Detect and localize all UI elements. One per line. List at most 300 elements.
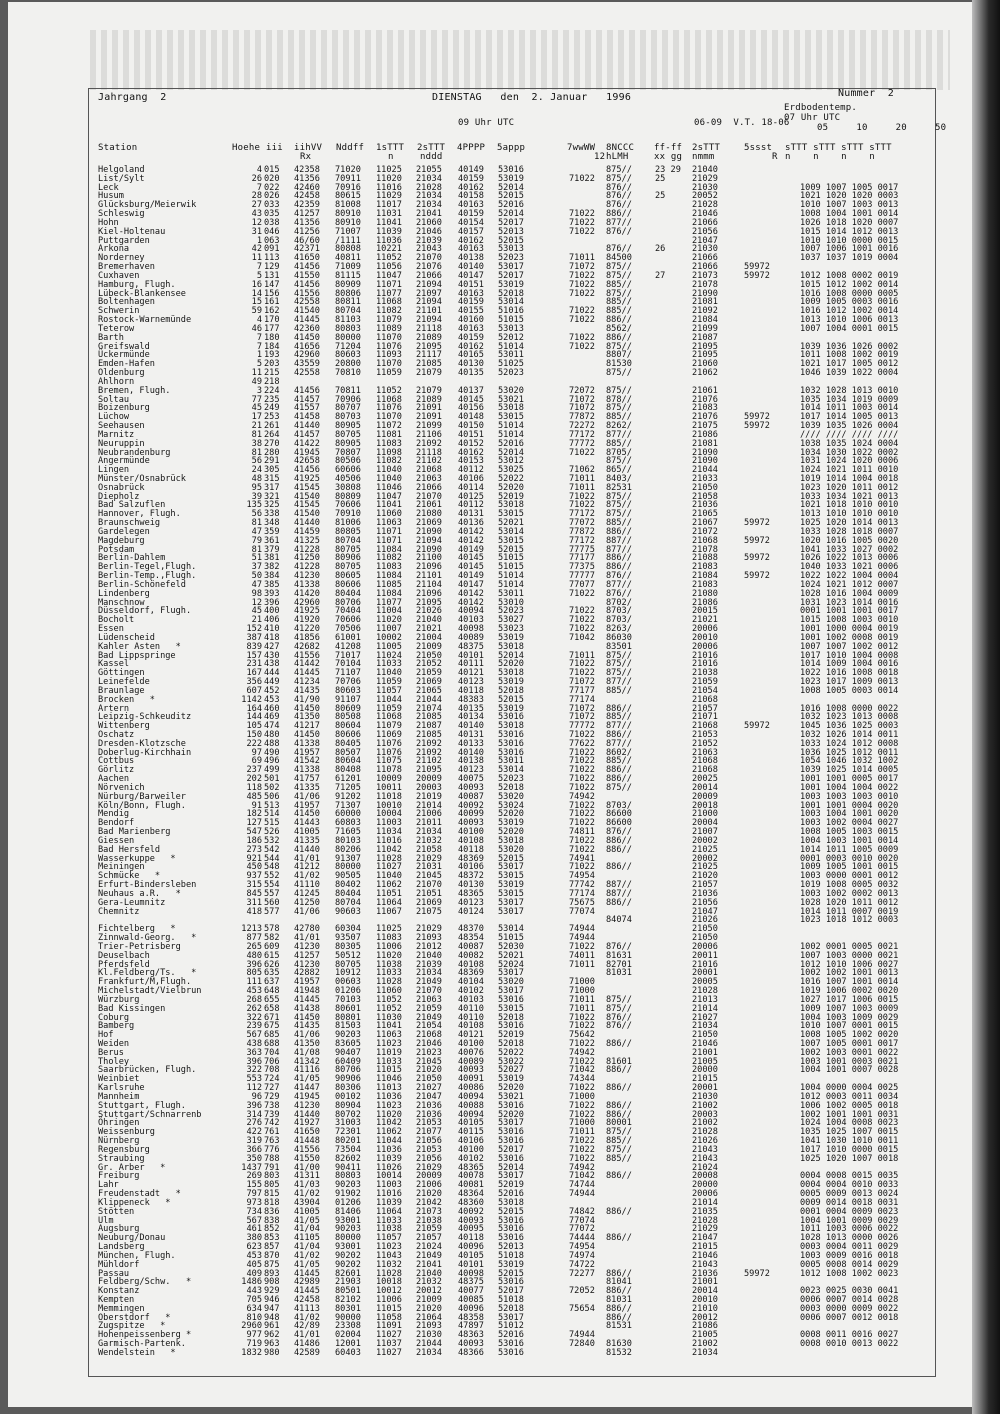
cell-8nccc: 875// [606, 1144, 632, 1155]
station-height: 418 [246, 906, 262, 917]
cell-nddff: 80201 [335, 1136, 361, 1147]
cell-7wwww: 77174 [569, 888, 595, 899]
station-height: 77 [251, 394, 262, 405]
cell-8nccc: 886// [606, 1206, 632, 1217]
cell-7wwww: 77375 [569, 562, 595, 573]
cell-1sttt: 11052 [376, 1003, 402, 1014]
station-id: 480 [264, 730, 280, 740]
cell-5appp: 53018 [498, 403, 524, 414]
station-name: Puttgarden [98, 235, 150, 246]
cell-1sttt: 10221 [376, 244, 402, 255]
station-height: 567 [246, 1215, 262, 1226]
cell-soil-temps: 0003 0004 0011 0029 [800, 1242, 899, 1253]
station-id: 035 [264, 209, 280, 220]
cell-7wwww: 71022 [569, 270, 595, 281]
cell-soil-temps: 1026 1018 1020 0007 [800, 217, 899, 228]
station-name: Garmisch-Partenk. [98, 1339, 186, 1350]
cell-iihvv: 42658 [294, 456, 320, 467]
cell-soil-temps: 1027 1017 1006 0015 [800, 994, 899, 1005]
cell-4pppp: 40147 [458, 270, 484, 281]
cell-5appp: 53014 [498, 924, 524, 935]
cell-iihvv: 42558 [294, 368, 320, 379]
station-name: Nürnberg [98, 1136, 140, 1147]
cell-7wwww: 77172 [569, 535, 595, 546]
cell-2sttt: 21096 [416, 588, 442, 599]
cell-nddff: 01206 [335, 1197, 361, 1208]
station-name: Meiningen [98, 862, 145, 873]
cell-5appp: 53016 [498, 738, 524, 749]
station-height: 105 [246, 721, 262, 732]
cell-1sttt: 11028 [376, 977, 402, 988]
cell-4pppp: 40121 [458, 1030, 484, 1041]
cell-iihvv: 41335 [294, 835, 320, 846]
station-id: 438 [264, 659, 280, 670]
cell-1sttt: 10004 [376, 809, 402, 820]
station-height: 69 [251, 756, 262, 767]
cell-iihvv: 41445 [294, 1268, 320, 1279]
cell-5appp: 51025 [498, 359, 524, 370]
cell-4pppp: 40103 [458, 615, 484, 626]
station-height: 56 [251, 509, 262, 520]
col-iihvv-2: Rx [300, 152, 312, 162]
cell-nddff: 80806 [335, 288, 361, 299]
cell-soil-temps: 1003 0000 0001 0012 [800, 871, 899, 882]
cell-2sttt-b: 21010 [692, 1303, 718, 1314]
cell-iihvv: 41556 [294, 1144, 320, 1155]
cell-7wwww: 71022 [569, 730, 595, 740]
cell-iihvv: 41350 [294, 712, 320, 723]
station-id: 430 [264, 650, 280, 661]
cell-5appp: 51015 [498, 315, 524, 326]
cell-2sttt: 21089 [416, 394, 442, 405]
cell-1sttt: 11033 [376, 659, 402, 670]
cell-nddff: 80905 [335, 421, 361, 432]
cell-4pppp: 40145 [458, 553, 484, 564]
cell-7wwww: 71011 [569, 650, 595, 661]
cell-nddff: 30808 [335, 482, 361, 493]
cell-8nccc: 875// [606, 659, 632, 670]
cell-7wwww: 71022 [569, 341, 595, 352]
station-height: 50 [251, 571, 262, 582]
cell-5appp: 53019 [498, 677, 524, 688]
cell-5appp: 52023 [498, 253, 524, 264]
cell-nddff: 70910 [335, 509, 361, 520]
cell-iihvv: 41925 [294, 606, 320, 617]
cell-iihvv: 41257 [294, 950, 320, 961]
station-name: Görlitz [98, 765, 135, 776]
station-id: 685 [264, 1030, 280, 1041]
cell-nddff: 80705 [335, 562, 361, 573]
cell-nddff: 80604 [335, 721, 361, 732]
cell-2sttt: 21090 [416, 544, 442, 555]
cell-7wwww: 71000 [569, 1091, 595, 1102]
col-ffff: ff-ff [654, 143, 683, 153]
station-name: Magdeburg [98, 535, 145, 546]
station-id: 515 [264, 818, 280, 829]
cell-1sttt: 11071 [376, 279, 402, 290]
cell-soil-temps: 1037 1037 1019 0004 [800, 253, 899, 264]
cell-iihvv: 41435 [294, 685, 320, 696]
cell-soil-temps: 1016 1012 1002 0014 [800, 306, 899, 317]
cell-iihvv: 41230 [294, 959, 320, 970]
station-height: 38 [251, 438, 262, 449]
cell-iihvv: 41420 [294, 588, 320, 599]
cell-nddff: 72301 [335, 1127, 361, 1138]
cell-5appp: 52020 [498, 827, 524, 838]
cell-2sttt: 21070 [416, 986, 442, 997]
cell-iihvv: 41948 [294, 986, 320, 997]
station-height: 350 [246, 1153, 262, 1164]
cell-5appp: 52020 [498, 659, 524, 670]
station-height: 977 [246, 1330, 262, 1341]
cell-2sttt-b: 21081 [692, 438, 718, 449]
station-height: 797 [246, 1189, 262, 1200]
cell-1sttt: 11029 [376, 191, 402, 202]
cell-4pppp: 48366 [458, 1347, 484, 1358]
cell-1sttt: 11028 [376, 853, 402, 864]
cell-8nccc: 886// [606, 765, 632, 776]
cell-iihvv: 42589 [294, 1347, 320, 1358]
cell-2sttt: 21050 [416, 650, 442, 661]
station-id: 361 [264, 535, 280, 546]
cell-4pppp: 40159 [458, 173, 484, 184]
cell-2sttt: 21038 [416, 1215, 442, 1226]
col-iii: iii [266, 143, 283, 153]
cell-soil-temps: 1015 1014 1012 0013 [800, 226, 899, 237]
station-height: 186 [246, 835, 262, 846]
station-id: 514 [264, 809, 280, 820]
cell-7wwww: 71022 [569, 1038, 595, 1049]
cell-2sttt: 21020 [416, 1189, 442, 1200]
col-2sttt-b-2: nmmm [692, 152, 715, 162]
cell-2sttt-b: 21066 [692, 262, 718, 273]
cell-7wwww: 71022 [569, 774, 595, 785]
cell-2sttt: 21101 [416, 571, 442, 582]
cell-5appp: 51015 [498, 933, 524, 944]
cell-2sttt-b: 21016 [692, 650, 718, 661]
cell-nddff: 82601 [335, 1268, 361, 1279]
cell-7wwww: 71022 [569, 606, 595, 617]
cell-soil-temps: 1021 1017 1005 0012 [800, 359, 899, 370]
cell-nddff: 70103 [335, 994, 361, 1005]
station-height: 366 [246, 1144, 262, 1155]
cell-2sttt-b: 21056 [692, 897, 718, 908]
station-height: 127 [246, 818, 262, 829]
cell-nddff: 80404 [335, 888, 361, 899]
cell-8nccc: 876// [606, 588, 632, 599]
cell-2sttt: 21074 [416, 703, 442, 714]
cell-8nccc: 875// [606, 491, 632, 502]
cell-2sttt-b: 21063 [692, 747, 718, 758]
cell-1sttt: 11017 [376, 200, 402, 211]
cell-7wwww: 74842 [569, 1206, 595, 1217]
cell-2sttt: 21095 [416, 341, 442, 352]
cell-5appp: 51016 [498, 306, 524, 317]
cell-2sttt: 21029 [416, 1162, 442, 1173]
cell-iihvv: 42989 [294, 1277, 320, 1288]
station-name: Wittenberg [98, 721, 150, 732]
cell-iihvv: 41228 [294, 562, 320, 573]
cell-nddff: 70807 [335, 447, 361, 458]
cell-4pppp: 40078 [458, 1171, 484, 1182]
cell-5appp: 53017 [498, 986, 524, 997]
station-height: 453 [246, 986, 262, 997]
cell-8nccc: 885// [606, 756, 632, 767]
col-7wwww: 7wwWW [567, 143, 596, 153]
station-id: 542 [264, 844, 280, 855]
cell-8nccc: 875// [606, 270, 632, 281]
cell-8nccc: 886// [606, 1100, 632, 1111]
cell-1sttt: 11069 [376, 730, 402, 740]
cell-4pppp: 40165 [458, 350, 484, 361]
cell-1sttt: 11043 [376, 1250, 402, 1261]
cell-2sttt-b: 21046 [692, 209, 718, 220]
cell-7wwww: 77074 [569, 1215, 595, 1226]
cell-2sttt: 21060 [416, 217, 442, 228]
cell-8nccc: 86600 [606, 818, 632, 829]
cell-iihvv: 41457 [294, 394, 320, 405]
cell-8nccc: 886// [606, 553, 632, 564]
cell-nddff: 80402 [335, 880, 361, 891]
station-height: 719 [246, 1339, 262, 1350]
cell-5appp: 53018 [498, 721, 524, 732]
cell-2sttt: 21034 [416, 191, 442, 202]
cell-1sttt: 11006 [376, 1295, 402, 1305]
cell-2sttt: 21118 [416, 447, 442, 458]
cell-iihvv: 41456 [294, 279, 320, 290]
station-id: 452 [264, 685, 280, 696]
cell-5appp: 51018 [498, 1295, 524, 1305]
cell-2sttt-b: 21065 [692, 509, 718, 520]
cell-iihvv: 41/02 [294, 1312, 320, 1323]
cell-1sttt: 11036 [376, 1091, 402, 1102]
station-name: Mannheim [98, 1091, 140, 1102]
station-height: 319 [246, 1136, 262, 1147]
cell-nddff: 80000 [335, 1233, 361, 1244]
cell-2sttt-b: 20006 [692, 1189, 718, 1200]
station-name: Pferdsfeld [98, 959, 150, 970]
cell-1sttt: 11015 [376, 1065, 402, 1076]
cell-8nccc: 875// [606, 500, 632, 511]
cell-nddff: 80601 [335, 1003, 361, 1014]
cell-1sttt: 11084 [376, 571, 402, 582]
station-name: Würzburg [98, 994, 140, 1005]
cell-2sttt-b: 21034 [692, 1021, 718, 1032]
cell-2sttt-b: 21090 [692, 456, 718, 467]
cell-soil-temps: 1022 1022 1004 0004 [800, 571, 899, 582]
cell-7wwww: 77872 [569, 526, 595, 537]
cell-1sttt: 11089 [376, 323, 402, 334]
cell-iihvv: 41230 [294, 571, 320, 582]
cell-nddff: 80206 [335, 844, 361, 855]
cell-8nccc: 877// [606, 721, 632, 732]
cell-4pppp: 40093 [458, 782, 484, 793]
cell-iihvv: 41656 [294, 341, 320, 352]
cell-8nccc: 886// [606, 835, 632, 846]
cell-4pppp: 40136 [458, 518, 484, 529]
cell-2sttt: 21014 [416, 800, 442, 811]
station-id: 020 [264, 173, 280, 184]
cell-7wwww: 72840 [569, 1339, 595, 1350]
cell-7wwww: 71022 [569, 1056, 595, 1067]
cell-2sttt: 21036 [416, 1100, 442, 1111]
station-name: Neuruppin [98, 438, 145, 449]
station-id: 818 [264, 1197, 280, 1208]
station-height: 276 [246, 1118, 262, 1129]
cell-iihvv: 41105 [294, 1233, 320, 1244]
cell-1sttt: 11044 [376, 1136, 402, 1147]
station-name: Konstanz [98, 1286, 140, 1297]
cell-7wwww: 74944 [569, 1330, 595, 1341]
station-height: 56 [251, 456, 262, 467]
cell-2sttt: 21004 [416, 632, 442, 643]
cell-4pppp: 40159 [458, 297, 484, 308]
cell-2sttt-b: 21057 [692, 703, 718, 714]
cell-5appp: 53016 [498, 1021, 524, 1032]
cell-4pppp: 40149 [458, 165, 484, 175]
cell-iihvv: 41230 [294, 1100, 320, 1111]
cell-2sttt-b: 21086 [692, 429, 718, 440]
cell-soil-temps: 1001 1001 0005 0017 [800, 774, 899, 785]
cell-1sttt: 11060 [376, 986, 402, 997]
station-name: Passau [98, 1268, 130, 1279]
cell-iihvv: 41005 [294, 827, 320, 838]
station-name: Boltenhagen [98, 297, 155, 308]
cell-2sttt-b: 20018 [692, 800, 718, 811]
cell-nddff: 91307 [335, 853, 361, 864]
cell-nddff: 80910 [335, 209, 361, 220]
cell-4pppp: 40135 [458, 703, 484, 714]
station-id: 513 [264, 800, 280, 811]
cell-nddff: 90603 [335, 906, 361, 917]
cell-5appp: 52013 [498, 226, 524, 237]
cell-4pppp: 40089 [458, 632, 484, 643]
cell-soil-temps: 1011 1003 0006 0022 [800, 1224, 899, 1235]
cell-8nccc: 886// [606, 1083, 632, 1094]
station-height: 1 [256, 350, 262, 361]
cell-1sttt: 11033 [376, 968, 402, 979]
cell-2sttt: 21085 [416, 712, 442, 723]
station-name: Helgoland [98, 165, 145, 175]
station-name: Bremerhaven [98, 262, 155, 273]
cell-2sttt-b: 21099 [692, 323, 718, 334]
cell-4pppp: 40096 [458, 1242, 484, 1253]
cell-2sttt-b: 20000 [692, 1180, 718, 1191]
cell-7wwww: 71022 [569, 209, 595, 220]
cell-nddff: 70104 [335, 659, 361, 670]
cell-1sttt: 11071 [376, 535, 402, 546]
cell-soil-temps: 1024 1004 0008 0023 [800, 1118, 899, 1129]
cell-1sttt: 11075 [376, 756, 402, 767]
cell-5appp: 53020 [498, 977, 524, 988]
cell-nddff: 70606 [335, 615, 361, 626]
cell-4pppp: 40145 [458, 394, 484, 405]
cell-2sttt-b: 21047 [692, 235, 718, 246]
cell-soil-temps: 1031 1024 1020 0006 [800, 456, 899, 467]
cell-1sttt: 10014 [376, 1171, 402, 1182]
cell-soil-temps: 1009 1005 0003 0016 [800, 297, 899, 308]
station-id: 961 [264, 1321, 280, 1332]
station-id: 708 [264, 1065, 280, 1076]
cell-soil-temps: 0001 1001 1001 0017 [800, 606, 899, 617]
cell-1sttt: 11079 [376, 315, 402, 326]
station-height: 135 [246, 500, 262, 511]
station-height: 27 [251, 200, 262, 211]
cell-2sttt: 21052 [416, 659, 442, 670]
cell-soil-temps: 1011 1008 1002 0019 [800, 350, 899, 361]
cell-soil-temps: 1021 1020 1020 0003 [800, 191, 899, 202]
cell-4pppp: 40088 [458, 1100, 484, 1111]
cell-iihvv: 41450 [294, 730, 320, 740]
cell-2sttt: 21117 [416, 350, 442, 361]
cell-2sttt: 21085 [416, 730, 442, 740]
cell-7wwww: 77775 [569, 544, 595, 555]
station-id: 488 [264, 738, 280, 749]
cell-soil-temps: 0004 0004 0010 0033 [800, 1180, 899, 1191]
soil-temp-title: Erdbodentemp. [784, 103, 858, 113]
station-id: 739 [264, 1109, 280, 1120]
cell-8nccc: 80001 [606, 1118, 632, 1129]
cell-5appp: 52019 [498, 1030, 524, 1041]
cell-nddff: 80606 [335, 730, 361, 740]
cell-nddff: 80704 [335, 897, 361, 908]
cell-2sttt: 21091 [416, 412, 442, 423]
cell-2sttt-b: 21024 [692, 1162, 718, 1173]
station-id: 215 [264, 368, 280, 379]
cell-iihvv: 42960 [294, 350, 320, 361]
station-id: 385 [264, 579, 280, 590]
station-name: Greifswald [98, 341, 150, 352]
station-height: 79 [251, 535, 262, 546]
cell-nddff: 81115 [335, 270, 361, 281]
cell-5appp: 52023 [498, 606, 524, 617]
cell-7wwww: 71022 [569, 941, 595, 952]
station-height: 152 [246, 624, 262, 635]
cell-iihvv: 41545 [294, 482, 320, 493]
cell-2sttt-b: 20052 [692, 191, 718, 202]
cell-2sttt-b: 21068 [692, 756, 718, 767]
cell-7wwww: 74942 [569, 1162, 595, 1173]
cell-nddff: 71204 [335, 341, 361, 352]
cell-2sttt-b: 21000 [692, 809, 718, 820]
cell-4pppp: 40110 [458, 1012, 484, 1023]
cell-4pppp: 40124 [458, 906, 484, 917]
cell-7wwww: 77072 [569, 1224, 595, 1235]
cell-1sttt: 11033 [376, 1056, 402, 1067]
cell-nddff: 80704 [335, 535, 361, 546]
cell-ffff: 27 [655, 270, 666, 281]
cell-nddff: 80615 [335, 191, 361, 202]
station-id: 803 [264, 1171, 280, 1182]
cell-nddff: 80706 [335, 1065, 361, 1076]
cell-4pppp: 40130 [458, 359, 484, 370]
cell-4pppp: 40131 [458, 509, 484, 520]
cell-8nccc: 81601 [606, 1056, 632, 1067]
issue-number: Nummer 2 [838, 88, 894, 99]
cell-4pppp: 40081 [458, 1180, 484, 1191]
cell-2sttt-b: 21081 [692, 297, 718, 308]
cell-nddff: 00603 [335, 977, 361, 988]
cell-7wwww: 74944 [569, 924, 595, 935]
cell-4pppp: 40140 [458, 721, 484, 732]
cell-2sttt-b: 21030 [692, 182, 718, 193]
cell-iihvv: 41/05 [294, 1074, 320, 1085]
cell-4pppp: 40108 [458, 959, 484, 970]
col-hoehe: Hoehe [232, 143, 261, 153]
cell-8nccc: 875// [606, 403, 632, 414]
cell-soil-temps: 1041 1030 1010 0011 [800, 1136, 899, 1147]
cell-iihvv: 41/01 [294, 1330, 320, 1341]
